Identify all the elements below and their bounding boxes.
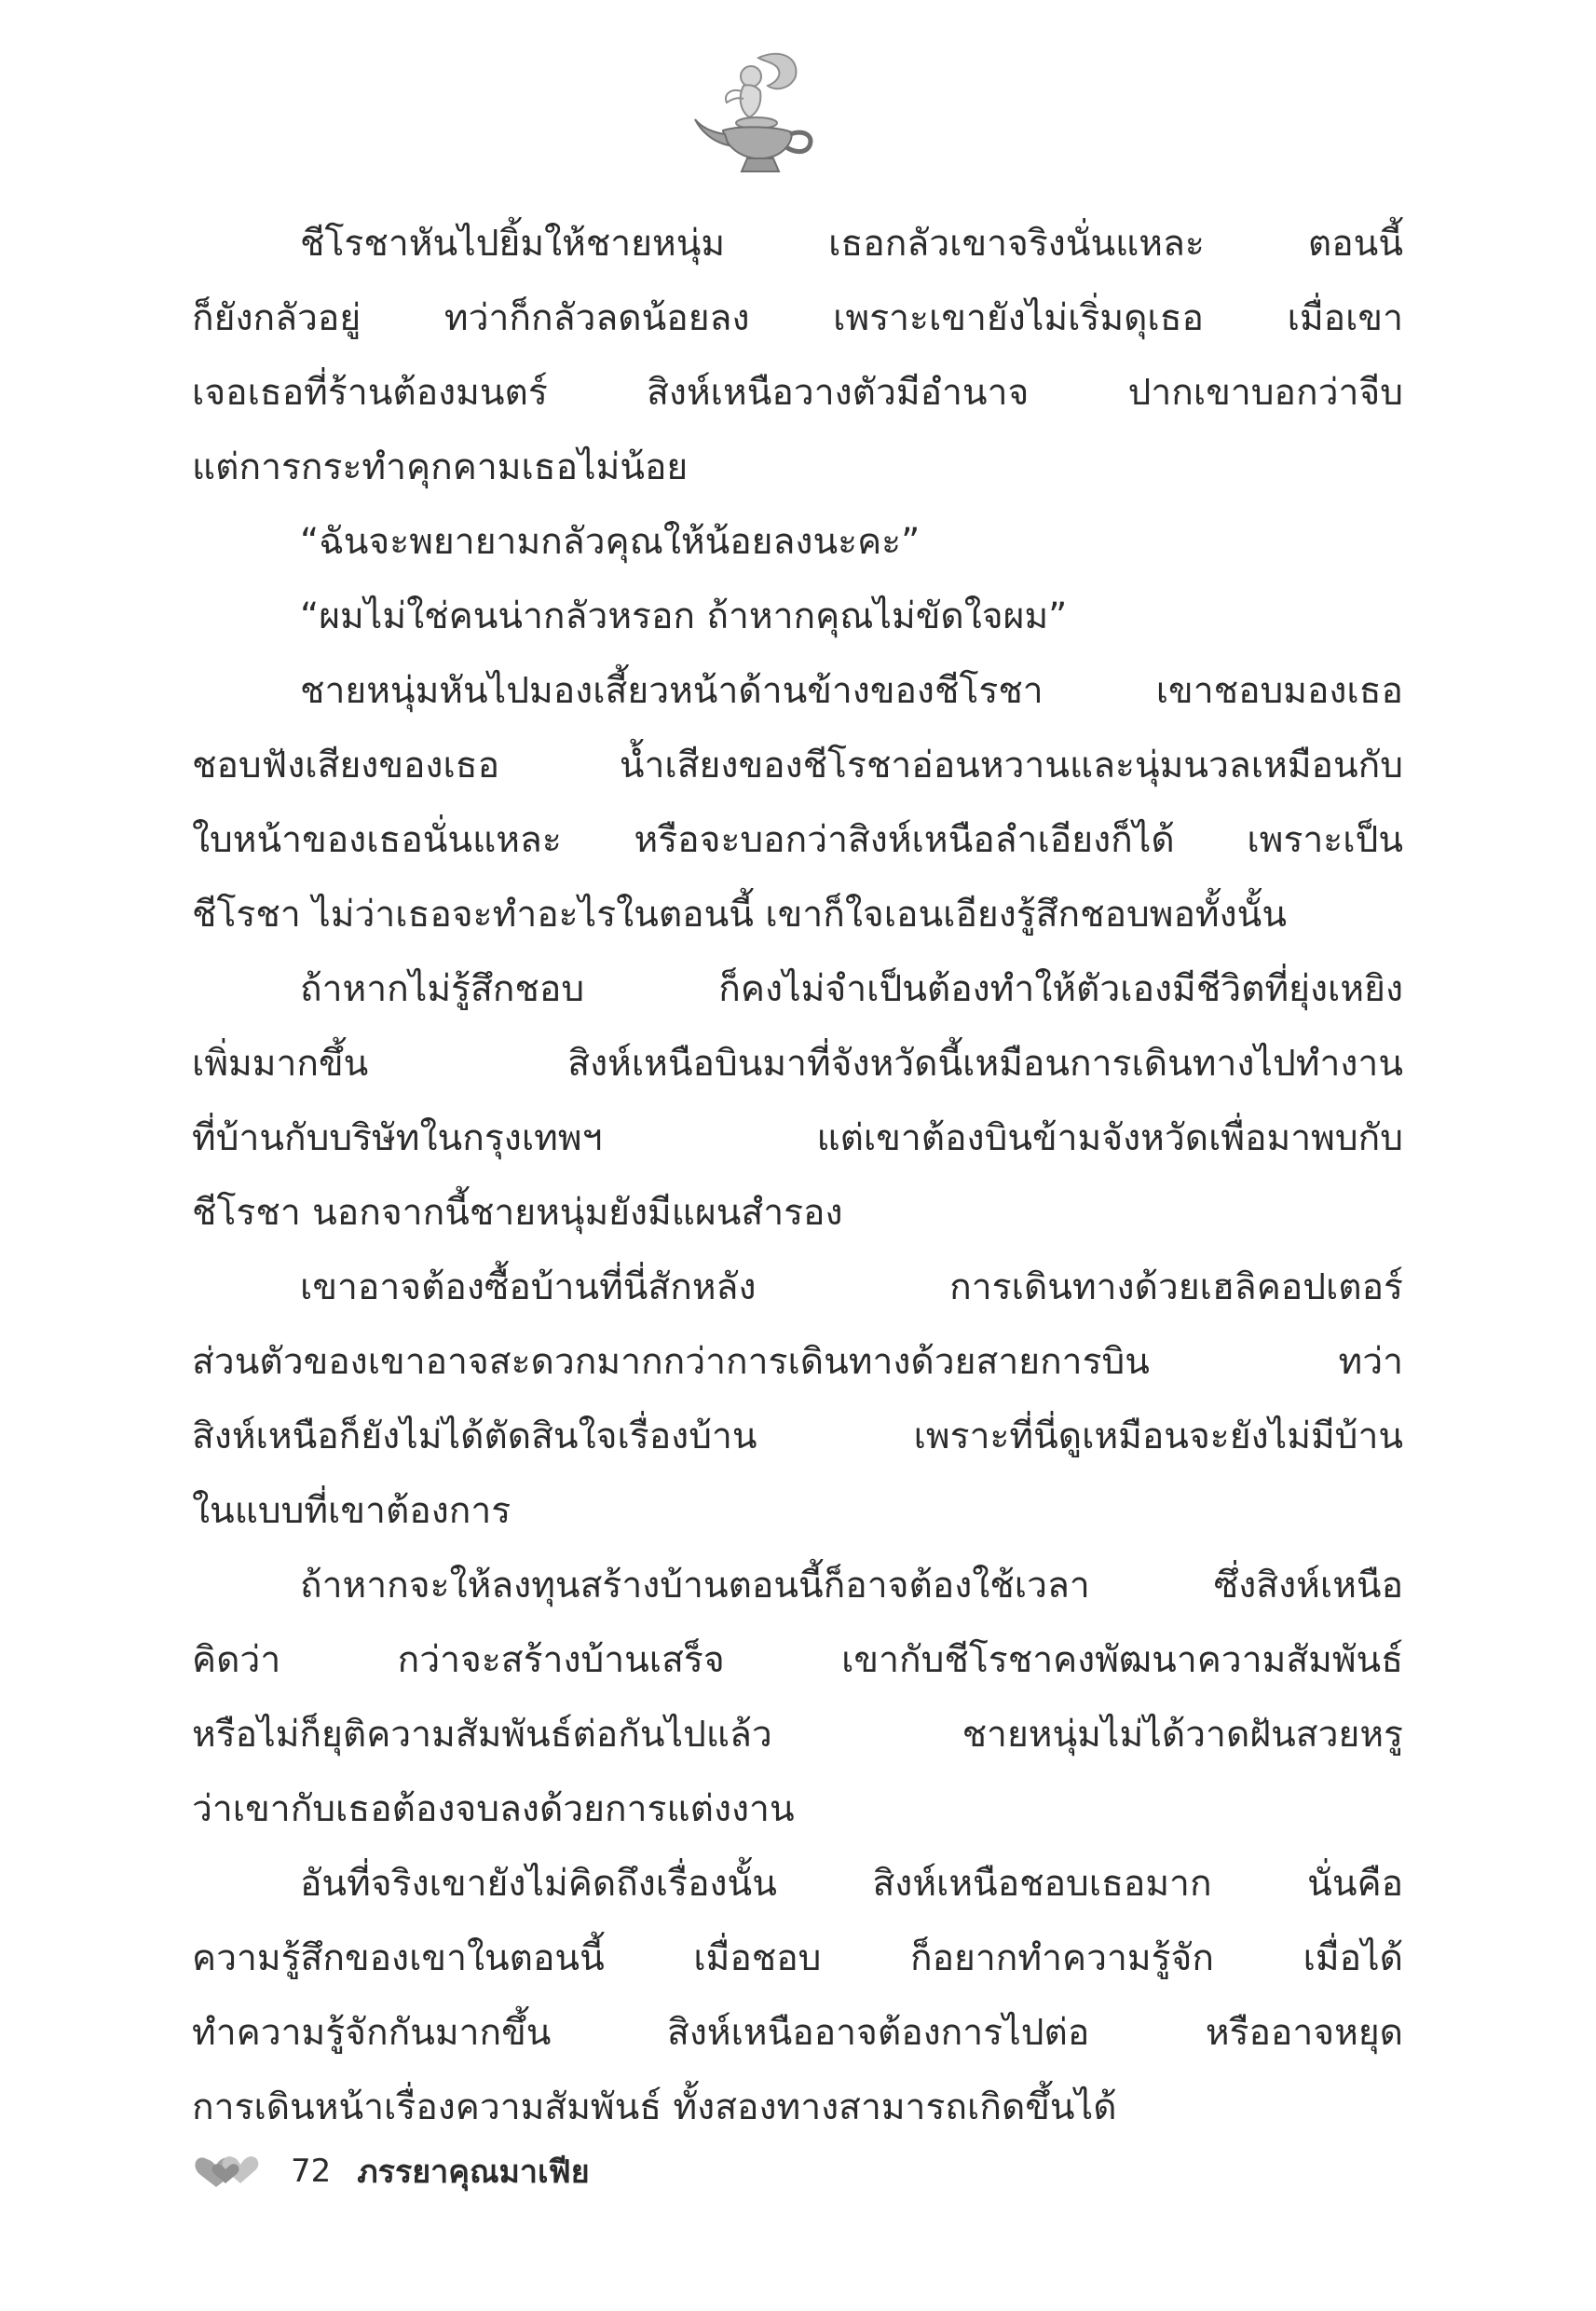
text-line: ชีโรชา ไม่ว่าเธอจะทำอะไรในตอนนี้ เขาก็ใจเอนเอียงรู้สึกชอบพอทั้งนั้น [192, 894, 1287, 936]
paragraph [192, 505, 1403, 580]
paragraph [192, 580, 1403, 654]
text-line: ว่าเขากับเธอต้องจบลงด้วยการแต่งงาน [192, 1788, 795, 1830]
text-line: อันที่จริงเขายังไม่คิดถึงเรื่องนั้น สิงห์เหนือชอบเธอมาก นั่นคือ [300, 1863, 1403, 1905]
text-line: ทำความรู้จักกันมากขึ้น สิงห์เหนืออาจต้องการไปต่อ หรืออาจหยุด [192, 2012, 1403, 2054]
page-number: 72 [291, 2153, 332, 2190]
hearts-ornament-icon [192, 2150, 263, 2193]
paragraph [192, 207, 1403, 505]
text-line: ความรู้สึกของเขาในตอนนี้ เมื่อชอบ ก็อยากทำความรู้จัก เมื่อได้ [192, 1937, 1403, 1979]
paragraph [192, 1251, 1403, 1549]
cherub-teapot-icon [686, 48, 825, 188]
paragraph [192, 1847, 1403, 2145]
text-line: ในแบบที่เขาต้องการ [192, 1490, 512, 1532]
text-line: แต่การกระทำคุกคามเธอไม่น้อย [192, 446, 689, 488]
text-line: สิงห์เหนือก็ยังไม่ได้ตัดสินใจเรื่องบ้าน เพราะที่นี่ดูเหมือนจะยังไม่มีบ้าน [192, 1415, 1403, 1457]
text-line: เขาอาจต้องซื้อบ้านที่นี่สักหลัง การเดินทางด้วยเฮลิคอปเตอร์ [300, 1266, 1403, 1308]
text-line: การเดินหน้าเรื่องความสัมพันธ์ ทั้งสองทางสามารถเกิดขึ้นได้ [192, 2086, 1117, 2128]
text-line: หรือไม่ก็ยุติความสัมพันธ์ต่อกันไปแล้ว ชายหนุ่มไม่ได้วาดฝันสวยหรู [192, 1714, 1403, 1756]
text-line: ชีโรชาหันไปยิ้มให้ชายหนุ่ม เธอกลัวเขาจริงนั่นแหละ ตอนนี้ [300, 223, 1403, 265]
text-line: ก็ยังกลัวอยู่ ทว่าก็กลัวลดน้อยลง เพราะเขายังไม่เริ่มดุเธอ เมื่อเขา [192, 297, 1403, 339]
chapter-body-text [192, 207, 1403, 2145]
book-title: ภรรยาคุณมาเฟีย [357, 2154, 590, 2191]
text-line: เจอเธอที่ร้านต้องมนตร์ สิงห์เหนือวางตัวมีอำนาจ ปากเขาบอกว่าจีบ [192, 372, 1403, 414]
paragraph [192, 1549, 1403, 1847]
text-line: “ผมไม่ใช่คนน่ากลัวหรอก ถ้าหากคุณไม่ขัดใจผม” [300, 595, 1068, 637]
paragraph [192, 952, 1403, 1251]
text-line: ส่วนตัวของเขาอาจสะดวกมากกว่าการเดินทางด้วยสายการบิน ทว่า [192, 1341, 1403, 1383]
text-line: คิดว่า กว่าจะสร้างบ้านเสร็จ เขากับชีโรชาคงพัฒนาความสัมพันธ์ [192, 1639, 1403, 1681]
text-line: ชายหนุ่มหันไปมองเสี้ยวหน้าด้านข้างของชีโรชา เขาชอบมองเธอ [300, 670, 1403, 712]
text-line: เพิ่มมากขึ้น สิงห์เหนือบินมาที่จังหวัดนี้เหมือนการเดินทางไปทำงาน [192, 1043, 1403, 1085]
text-line: ถ้าหากจะให้ลงทุนสร้างบ้านตอนนี้ก็อาจต้องใช้เวลา ซึ่งสิงห์เหนือ [300, 1565, 1403, 1607]
page-footer [192, 2143, 590, 2199]
text-line: ชีโรชา นอกจากนี้ชายหนุ่มยังมีแผนสำรอง [192, 1192, 843, 1234]
text-line: ถ้าหากไม่รู้สึกชอบ ก็คงไม่จำเป็นต้องทำให้ตัวเองมีชีวิตที่ยุ่งเหยิง [300, 968, 1403, 1010]
paragraph [192, 654, 1403, 952]
text-line: “ฉันจะพยายามกลัวคุณให้น้อยลงนะคะ” [300, 521, 921, 563]
text-line: ชอบฟังเสียงของเธอ น้ำเสียงของชีโรชาอ่อนหวานและนุ่มนวลเหมือนกับ [192, 745, 1403, 786]
text-line: ที่บ้านกับบริษัทในกรุงเทพฯ แต่เขาต้องบินข้ามจังหวัดเพื่อมาพบกับ [192, 1117, 1403, 1159]
text-line: ใบหน้าของเธอนั่นแหละ หรือจะบอกว่าสิงห์เหนือลำเอียงก็ได้ เพราะเป็น [192, 819, 1403, 861]
